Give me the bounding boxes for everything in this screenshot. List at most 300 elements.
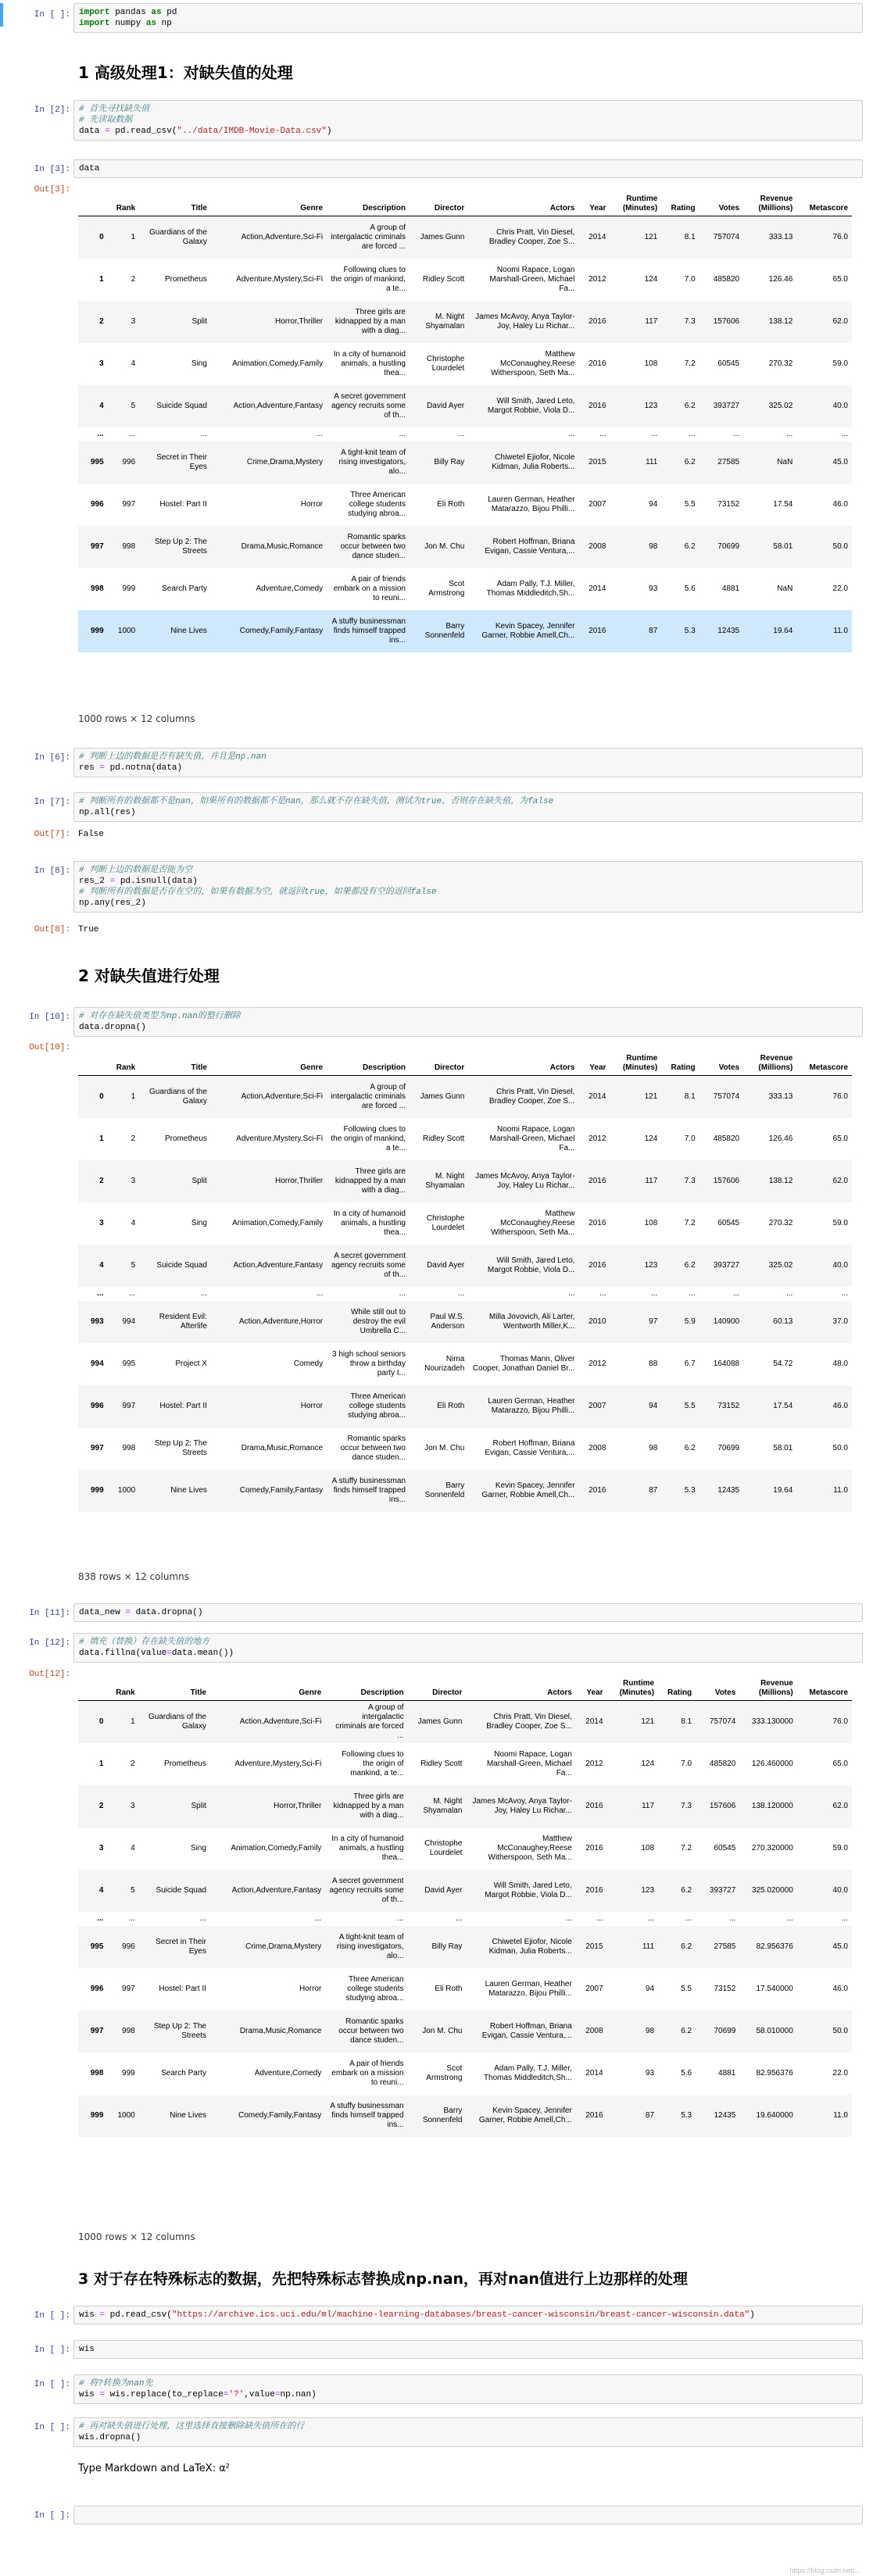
cell-title: Prometheus bbox=[165, 1134, 207, 1143]
cell-metascore: 46.0 bbox=[832, 1401, 848, 1410]
cell-prompt: In [3]: bbox=[34, 165, 70, 174]
cell-director: Ridley Scott bbox=[422, 274, 465, 284]
cell-genre: ... bbox=[316, 429, 324, 438]
code-cell-show-data[interactable] bbox=[0, 159, 868, 183]
cell-title: Step Up 2: The Streets bbox=[154, 537, 207, 556]
cell-rank: 994 bbox=[122, 1317, 136, 1326]
cell-metascore: 46.0 bbox=[832, 499, 848, 509]
output-result: True bbox=[78, 925, 99, 934]
output-prompt: Out[7]: bbox=[34, 830, 70, 839]
cell-runtime: 94 bbox=[649, 499, 658, 509]
cell-description: Romantic sparks occur between two dance studen... bbox=[340, 532, 406, 560]
cell-year: 2016 bbox=[589, 1260, 606, 1270]
cell-index: 999 bbox=[90, 626, 104, 635]
cell-prompt: In [ ]: bbox=[34, 2511, 70, 2521]
table-ellipsis-row bbox=[78, 427, 852, 441]
code-cell-empty[interactable] bbox=[0, 2506, 868, 2529]
cell-actors: Chris Pratt, Vin Diesel, Bradley Cooper, Zoe S... bbox=[488, 227, 575, 246]
cell-title: Secret in Their Eyes bbox=[156, 452, 207, 471]
cell-votes: 73152 bbox=[717, 1401, 740, 1410]
cell-metascore: 45.0 bbox=[832, 457, 848, 466]
code-cell-data-new[interactable] bbox=[0, 1603, 868, 1627]
column-header-director: Director bbox=[410, 192, 468, 216]
cell-description: Three girls are kidnapped by a man with a diag... bbox=[335, 1167, 406, 1195]
code-editor[interactable]: # 再对缺失值进行处理，这里选择直接删除缺失值所在的行 wis.dropna() bbox=[73, 2417, 863, 2447]
cell-rating: ... bbox=[689, 1288, 696, 1298]
cell-rating: 6.2 bbox=[684, 457, 696, 466]
table-row bbox=[78, 301, 852, 343]
table-ellipsis-row bbox=[78, 1912, 852, 1926]
column-header-index bbox=[78, 1052, 108, 1076]
cell-rank: 3 bbox=[131, 1176, 136, 1185]
cell-genre: Animation,Comedy,Family bbox=[231, 1843, 322, 1853]
table-row bbox=[78, 1076, 852, 1118]
cell-year: 2016 bbox=[585, 1843, 603, 1853]
cell-actors: Will Smith, Jared Leto, Margot Robbie, Viola D... bbox=[487, 396, 575, 415]
cell-votes: 60545 bbox=[717, 1218, 740, 1227]
cell-genre: Comedy,Family,Fantasy bbox=[239, 1485, 324, 1495]
cell-index: 2 bbox=[99, 1176, 104, 1185]
cell-votes: 12435 bbox=[717, 626, 740, 635]
code-cell-wis[interactable] bbox=[0, 2340, 868, 2363]
cell-revenue: 58.01 bbox=[773, 541, 793, 551]
cell-index: 4 bbox=[99, 401, 104, 410]
cell-metascore: 40.0 bbox=[832, 1885, 848, 1895]
section-heading: 3 对于存在特殊标志的数据，先把特殊标志替换成np.nan，再对nan值进行上边那样的处理 bbox=[78, 2271, 688, 2288]
cell-rating: 6.2 bbox=[684, 1443, 696, 1452]
cell-metascore: 76.0 bbox=[832, 1717, 848, 1726]
code-cell-fillna[interactable] bbox=[0, 1633, 868, 1664]
cell-director: Christophe Lourdelet bbox=[426, 354, 465, 373]
cell-rating: ... bbox=[689, 429, 696, 438]
cell-rating: 5.6 bbox=[681, 2068, 692, 2078]
cell-runtime: 87 bbox=[645, 2110, 655, 2120]
table-header-row bbox=[78, 192, 852, 216]
cell-director: ... bbox=[457, 429, 465, 438]
cell-revenue: 138.12 bbox=[768, 1176, 793, 1185]
cell-description: Three American college students studying abroa... bbox=[348, 1392, 406, 1420]
table-row bbox=[78, 1343, 852, 1385]
cell-runtime: 111 bbox=[646, 457, 658, 466]
cell-genre: Horror bbox=[300, 1401, 324, 1410]
cell-rank: 998 bbox=[122, 1443, 136, 1452]
column-header-metascore: Metascore bbox=[796, 192, 852, 216]
cell-index: 996 bbox=[90, 1401, 104, 1410]
cell-rank: 1000 bbox=[117, 1485, 136, 1495]
table-row bbox=[78, 1427, 852, 1470]
cell-metascore: 65.0 bbox=[832, 274, 848, 284]
cell-year: 2016 bbox=[589, 1218, 606, 1227]
cell-runtime: 87 bbox=[649, 1485, 658, 1495]
cell-year: 2008 bbox=[589, 1443, 606, 1452]
code-cell-any[interactable] bbox=[0, 861, 868, 908]
cell-runtime: 94 bbox=[649, 1401, 658, 1410]
column-header-genre: Genre bbox=[211, 192, 327, 216]
cell-rating: 5.3 bbox=[684, 626, 696, 635]
cell-index: 998 bbox=[90, 2068, 104, 2078]
cell-votes: 140900 bbox=[713, 1317, 740, 1326]
cell-votes: 12435 bbox=[714, 2110, 736, 2120]
cell-metascore: 59.0 bbox=[832, 359, 848, 368]
column-header-revenue: Revenue (Millions) bbox=[743, 192, 796, 216]
cell-rank: ... bbox=[128, 1913, 135, 1923]
code-editor[interactable]: data_new = data.dropna() bbox=[73, 1603, 863, 1622]
column-header-description: Description bbox=[325, 1677, 407, 1701]
column-header-title: Title bbox=[139, 1052, 211, 1076]
cell-genre: Action,Adventure,Fantasy bbox=[233, 401, 324, 410]
code-editor[interactable] bbox=[73, 2506, 863, 2524]
cell-rank: 998 bbox=[122, 541, 136, 551]
cell-description: In a city of humanoid animals, a hustling thea... bbox=[333, 1209, 406, 1237]
cell-actors: Thomas Mann, Oliver Cooper, Jonathan Daniel Br... bbox=[472, 1354, 575, 1373]
cell-description: ... bbox=[397, 1913, 404, 1923]
cell-revenue: 333.130000 bbox=[751, 1717, 793, 1726]
cell-revenue: 17.54 bbox=[773, 1401, 793, 1410]
cell-rating: 5.5 bbox=[684, 1401, 696, 1410]
cell-description: Romantic sparks occur between two dance studen... bbox=[338, 2017, 404, 2045]
cell-genre: Action,Adventure,Sci-Fi bbox=[241, 1091, 324, 1101]
cell-description: A stuffy businessman finds himself trapped ins... bbox=[330, 2101, 404, 2129]
cell-year: 2007 bbox=[589, 1401, 606, 1410]
cell-votes: 70699 bbox=[714, 2026, 736, 2035]
cell-index: 3 bbox=[99, 1218, 104, 1227]
cell-year: 2010 bbox=[589, 1317, 606, 1326]
cell-votes: 757074 bbox=[713, 232, 740, 241]
cell-index: 4 bbox=[99, 1260, 104, 1270]
cell-revenue: NaN bbox=[777, 457, 793, 466]
cell-revenue: NaN bbox=[777, 584, 793, 593]
cell-index: 2 bbox=[99, 316, 104, 326]
dataframe-table bbox=[78, 1052, 852, 1512]
cell-genre: Comedy,Family,Fantasy bbox=[239, 626, 324, 635]
cell-runtime: 121 bbox=[641, 1717, 655, 1726]
column-header-runtime: Runtime (Minutes) bbox=[610, 192, 661, 216]
cell-year: 2015 bbox=[585, 1942, 603, 1951]
cell-title: Hostel: Part II bbox=[159, 1984, 206, 1993]
cell-genre: Horror,Thriller bbox=[274, 316, 324, 326]
cell-revenue: ... bbox=[785, 429, 793, 438]
cell-rating: 5.3 bbox=[681, 2110, 692, 2120]
cell-actors: ... bbox=[565, 1913, 572, 1923]
cell-index: ... bbox=[97, 1913, 104, 1923]
cell-rank: 3 bbox=[131, 1801, 135, 1810]
cell-year: 2012 bbox=[589, 274, 606, 284]
code-cell-dropna-wis[interactable] bbox=[0, 2417, 868, 2449]
column-header-year: Year bbox=[576, 1677, 607, 1701]
cell-index: 3 bbox=[99, 359, 104, 368]
cell-actors: ... bbox=[568, 1288, 575, 1298]
cell-rank: 996 bbox=[122, 457, 136, 466]
cell-metascore: 65.0 bbox=[832, 1759, 848, 1768]
cell-votes: 393727 bbox=[713, 1260, 740, 1270]
code-editor[interactable]: # 判断上边的数据是否能为空 res_2 = pd.isnull(data) # 判断所有的数据是否存在空的，如果有数据为空，就返回true，如果都没有空的返回false np.any(res_2) bbox=[73, 861, 863, 913]
cell-actors: Matthew McConaughey,Reese Witherspoon, Seth Ma... bbox=[491, 1209, 575, 1237]
cell-votes: ... bbox=[732, 1288, 740, 1298]
cell-title: Sing bbox=[190, 1843, 206, 1853]
cell-revenue: 126.46 bbox=[768, 274, 793, 284]
cell-genre: Horror bbox=[299, 1984, 322, 1993]
cell-genre: Action,Adventure,Fantasy bbox=[231, 1885, 322, 1895]
cell-description: ... bbox=[399, 1288, 406, 1298]
cell-year: 2012 bbox=[589, 1359, 606, 1368]
table-row bbox=[78, 343, 852, 385]
cell-rank: 997 bbox=[122, 1401, 136, 1410]
cell-votes: 157606 bbox=[713, 316, 740, 326]
code-editor[interactable]: # 将?转换为nan先 wis = wis.replace(to_replace='?',value=np.nan) bbox=[73, 2374, 863, 2404]
cell-revenue: 270.32 bbox=[768, 359, 793, 368]
cell-index: 0 bbox=[99, 232, 104, 241]
cell-rating: 6.2 bbox=[684, 401, 696, 410]
cell-title: ... bbox=[199, 1913, 206, 1923]
cell-year: 2014 bbox=[585, 2068, 603, 2078]
cell-actors: Will Smith, Jared Leto, Margot Robbie, Viola D... bbox=[485, 1881, 572, 1899]
cell-actors: Chris Pratt, Vin Diesel, Bradley Cooper, Zoe S... bbox=[488, 1087, 575, 1106]
table-ellipsis-row bbox=[78, 1287, 852, 1301]
cell-votes: 157606 bbox=[709, 1801, 736, 1810]
cell-actors: Matthew McConaughey,Reese Witherspoon, Seth Ma... bbox=[488, 1834, 572, 1862]
cell-genre: Adventure,Mystery,Sci-Fi bbox=[236, 1134, 324, 1143]
output-result: False bbox=[78, 830, 105, 839]
cell-director: ... bbox=[457, 1288, 465, 1298]
cell-runtime: ... bbox=[647, 1913, 655, 1923]
cell-director: David Ayer bbox=[424, 1885, 463, 1895]
cell-actors: Chiwetel Ejiofor, Nicole Kidman, Julia Roberts... bbox=[488, 1937, 572, 1956]
cell-runtime: 123 bbox=[644, 1260, 658, 1270]
cell-prompt: In [10]: bbox=[29, 1013, 70, 1022]
cell-runtime: 108 bbox=[641, 1843, 655, 1853]
dataframe-table bbox=[78, 192, 852, 652]
cell-genre: Crime,Drama,Mystery bbox=[246, 457, 324, 466]
cell-prompt: In [ ]: bbox=[34, 2380, 70, 2389]
cell-runtime: 124 bbox=[644, 274, 658, 284]
code-editor[interactable]: data bbox=[73, 159, 863, 178]
cell-director: Eli Roth bbox=[437, 1401, 465, 1410]
cell-director: James Gunn bbox=[417, 1717, 463, 1726]
cell-index: 998 bbox=[90, 584, 104, 593]
cell-title: Step Up 2: The Streets bbox=[153, 2021, 206, 2040]
cell-rating: 7.3 bbox=[684, 316, 696, 326]
cell-title: Nine Lives bbox=[170, 2110, 206, 2120]
cell-prompt: In [ ]: bbox=[34, 2346, 70, 2355]
cell-title: ... bbox=[200, 429, 207, 438]
cell-description: A group of intergalactic criminals are forced ... bbox=[331, 1082, 406, 1110]
cell-metascore: 37.0 bbox=[832, 1317, 848, 1326]
code-cell-all[interactable] bbox=[0, 792, 868, 824]
cell-metascore: 65.0 bbox=[832, 1134, 848, 1143]
cell-revenue: 270.320000 bbox=[751, 1843, 793, 1853]
cell-runtime: 117 bbox=[642, 1801, 655, 1810]
cell-revenue: 17.540000 bbox=[756, 1984, 793, 1993]
cell-director: Scot Armstrong bbox=[426, 2063, 463, 2082]
cell-revenue: 54.72 bbox=[773, 1359, 793, 1368]
code-editor[interactable]: # 首先寻找缺失值 # 先读取数据 data = pd.read_csv("../data/IMDB-Movie-Data.csv") bbox=[73, 100, 863, 141]
cell-description: A secret government agency recruits some of th... bbox=[329, 1876, 404, 1904]
cell-director: Jon M. Chu bbox=[424, 541, 465, 551]
cell-index: 995 bbox=[90, 457, 104, 466]
cell-index: 999 bbox=[90, 1485, 104, 1495]
cell-metascore: 40.0 bbox=[832, 1260, 848, 1270]
cell-rank: 5 bbox=[131, 1260, 136, 1270]
cell-prompt: In [11]: bbox=[29, 1609, 70, 1618]
table-row bbox=[78, 1926, 852, 1968]
cell-actors: Adam Pally, T.J. Miller, Thomas Middleditch,Sh... bbox=[483, 2063, 572, 2082]
cell-index: 1 bbox=[98, 1759, 104, 1768]
cell-metascore: ... bbox=[841, 429, 848, 438]
cell-revenue: 60.13 bbox=[773, 1317, 793, 1326]
cell-rank: 997 bbox=[122, 499, 136, 509]
cell-index: 997 bbox=[90, 1443, 104, 1452]
cell-description: A group of intergalactic criminals are forced ... bbox=[331, 223, 406, 251]
cell-genre: Adventure,Comedy bbox=[254, 2068, 322, 2078]
cell-rank: 1 bbox=[131, 1717, 135, 1726]
cell-index: 999 bbox=[90, 2110, 104, 2120]
cell-actors: Lauren German, Heather Matarazzo, Bijou Philli... bbox=[488, 1396, 575, 1415]
code-cell-dropna[interactable] bbox=[0, 1007, 868, 1038]
cell-description: Romantic sparks occur between two dance studen... bbox=[340, 1434, 406, 1462]
cell-votes: 393727 bbox=[713, 401, 740, 410]
code-editor[interactable]: # 判断所有的数据都不是nan，如果所有的数据都不是nan，那么就不存在缺失值，测试为true，否则存在缺失值，为false np.all(res) bbox=[73, 792, 863, 822]
code-cell-imports[interactable] bbox=[0, 3, 868, 27]
cell-votes: 157606 bbox=[713, 1176, 740, 1185]
column-header-description: Description bbox=[327, 1052, 410, 1076]
cell-year: ... bbox=[599, 429, 606, 438]
cell-rank: 999 bbox=[122, 584, 136, 593]
cell-actors: Will Smith, Jared Leto, Margot Robbie, Viola D... bbox=[487, 1256, 575, 1274]
cell-title: Resident Evil: Afterlife bbox=[159, 1312, 207, 1331]
cell-genre: Adventure,Comedy bbox=[256, 584, 324, 593]
cell-director: Jon M. Chu bbox=[424, 1443, 465, 1452]
cell-title: Search Party bbox=[161, 2068, 206, 2078]
cell-actors: James McAvoy, Anya Taylor-Joy, Haley Lu Richar... bbox=[475, 312, 575, 330]
cell-revenue: 82.956376 bbox=[756, 1942, 793, 1951]
column-header-actors: Actors bbox=[466, 1677, 575, 1701]
cell-revenue: 126.460000 bbox=[751, 1759, 793, 1768]
table-row bbox=[78, 1470, 852, 1512]
cell-director: Ridley Scott bbox=[422, 1134, 465, 1143]
cell-title: Nine Lives bbox=[170, 1485, 207, 1495]
cell-votes: 70699 bbox=[717, 1443, 740, 1452]
cell-rating: 6.2 bbox=[681, 1885, 692, 1895]
cell-rating: 7.2 bbox=[681, 1843, 692, 1853]
cell-rank: 999 bbox=[122, 2068, 135, 2078]
column-header-description: Description bbox=[327, 192, 410, 216]
cell-metascore: 11.0 bbox=[833, 2110, 848, 2120]
cell-rating: 7.2 bbox=[684, 359, 696, 368]
cell-votes: ... bbox=[732, 429, 740, 438]
cell-runtime: 108 bbox=[644, 1218, 658, 1227]
table-shape: 1000 rows × 12 columns bbox=[78, 713, 195, 724]
cell-description: ... bbox=[399, 429, 406, 438]
cell-metascore: 62.0 bbox=[832, 1176, 848, 1185]
code-cell-replace[interactable] bbox=[0, 2374, 868, 2406]
cell-metascore: 48.0 bbox=[832, 1359, 848, 1368]
cell-rating: 5.5 bbox=[681, 1984, 692, 1993]
cell-year: 2016 bbox=[589, 626, 606, 635]
cell-title: Prometheus bbox=[165, 274, 207, 284]
cell-metascore: 76.0 bbox=[832, 1091, 848, 1101]
code-editor[interactable]: wis = pd.read_csv("https://archive.ics.uci.edu/ml/machine-learning-databases/breast-cancer-wisconsin/breast-cancer-wisconsin.data") bbox=[73, 2306, 863, 2324]
cell-metascore: 62.0 bbox=[832, 1801, 848, 1810]
cell-runtime: 123 bbox=[644, 401, 658, 410]
cell-director: James Gunn bbox=[420, 232, 465, 241]
cell-votes: 27585 bbox=[714, 1942, 736, 1951]
column-header-rank: Rank bbox=[108, 1052, 140, 1076]
code-cell-read-csv[interactable] bbox=[0, 100, 868, 147]
cell-rating: 5.5 bbox=[684, 499, 696, 509]
cell-metascore: 46.0 bbox=[832, 1984, 848, 1993]
table-row bbox=[78, 568, 852, 610]
cell-rank: 2 bbox=[131, 1134, 136, 1143]
cell-index: 2 bbox=[98, 1801, 104, 1810]
code-editor[interactable]: # 填充（替换）存在缺失值的地方 data.fillna(value=data.mean()) bbox=[73, 1633, 863, 1663]
cell-year: 2014 bbox=[589, 1091, 606, 1101]
cell-rank: ... bbox=[128, 429, 136, 438]
cell-description: A pair of friends embark on a mission to reuni... bbox=[331, 2059, 404, 2087]
cell-votes: 27585 bbox=[717, 457, 740, 466]
cell-year: 2016 bbox=[589, 1485, 606, 1495]
cell-rating: 6.7 bbox=[684, 1359, 696, 1368]
cell-votes: 70699 bbox=[717, 541, 740, 551]
cell-revenue: 19.640000 bbox=[756, 2110, 793, 2120]
cell-description: A secret government agency recruits some of th... bbox=[331, 391, 406, 420]
cell-runtime: 124 bbox=[641, 1759, 655, 1768]
cell-votes: 757074 bbox=[713, 1091, 740, 1101]
cell-director: Christophe Lourdelet bbox=[426, 1213, 465, 1232]
cell-year: 2008 bbox=[589, 541, 606, 551]
cell-director: Eli Roth bbox=[435, 1984, 463, 1993]
cell-actors: Chris Pratt, Vin Diesel, Bradley Cooper, Zoe S... bbox=[486, 1712, 572, 1731]
cell-year: 2014 bbox=[585, 1717, 603, 1726]
cell-runtime: 94 bbox=[645, 1984, 655, 1993]
cell-description: Following clues to the origin of mankind, a te... bbox=[331, 1124, 406, 1152]
column-header-year: Year bbox=[578, 192, 610, 216]
code-cell-read-wis[interactable] bbox=[0, 2306, 868, 2329]
markdown-placeholder[interactable]: Type Markdown and LaTeX: α² bbox=[78, 2463, 230, 2474]
cell-description: Three girls are kidnapped by a man with a diag... bbox=[333, 1792, 404, 1820]
cell-revenue: 138.120000 bbox=[751, 1801, 793, 1810]
table-row bbox=[78, 1701, 852, 1743]
column-header-runtime: Runtime (Minutes) bbox=[607, 1677, 659, 1701]
cell-genre: Comedy,Family,Fantasy bbox=[238, 2110, 322, 2120]
cell-genre: Action,Adventure,Fantasy bbox=[233, 1260, 324, 1270]
cell-description: A tight-knit team of rising investigators, alo... bbox=[336, 1932, 404, 1960]
code-cell-isna[interactable] bbox=[0, 748, 868, 779]
cell-revenue: 19.64 bbox=[773, 1485, 793, 1495]
cell-title: Split bbox=[191, 316, 207, 326]
code-editor[interactable]: wis bbox=[73, 2340, 863, 2359]
cell-description: Three girls are kidnapped by a man with a diag... bbox=[335, 307, 406, 335]
column-header-index bbox=[78, 1677, 107, 1701]
code-editor[interactable]: import pandas as pd import numpy as np bbox=[73, 3, 863, 33]
cell-metascore: 62.0 bbox=[832, 316, 848, 326]
cell-votes: 485820 bbox=[709, 1759, 736, 1768]
cell-actors: Kevin Spacey, Jennifer Garner, Robbie Amell,Ch... bbox=[481, 621, 575, 640]
cell-metascore: 59.0 bbox=[832, 1218, 848, 1227]
cell-index: 995 bbox=[90, 1942, 104, 1951]
cell-revenue: 58.01 bbox=[773, 1443, 793, 1452]
cell-votes: 485820 bbox=[713, 1134, 740, 1143]
code-editor[interactable]: # 对存在缺失值类型为np.nan的整行删除 data.dropna() bbox=[73, 1007, 863, 1037]
cell-revenue: 126.46 bbox=[768, 1134, 793, 1143]
table-row bbox=[78, 1160, 852, 1202]
code-editor[interactable]: # 判断上边的数据是否有缺失值，并且是np.nan res = pd.notna(data) bbox=[73, 748, 863, 777]
cell-director: Barry Sonnenfeld bbox=[424, 621, 465, 640]
cell-genre: Animation,Comedy,Family bbox=[232, 359, 324, 368]
table-row bbox=[78, 484, 852, 526]
table-header-row bbox=[78, 1677, 852, 1701]
column-header-genre: Genre bbox=[211, 1052, 327, 1076]
output-prompt: Out[10]: bbox=[29, 1043, 70, 1052]
